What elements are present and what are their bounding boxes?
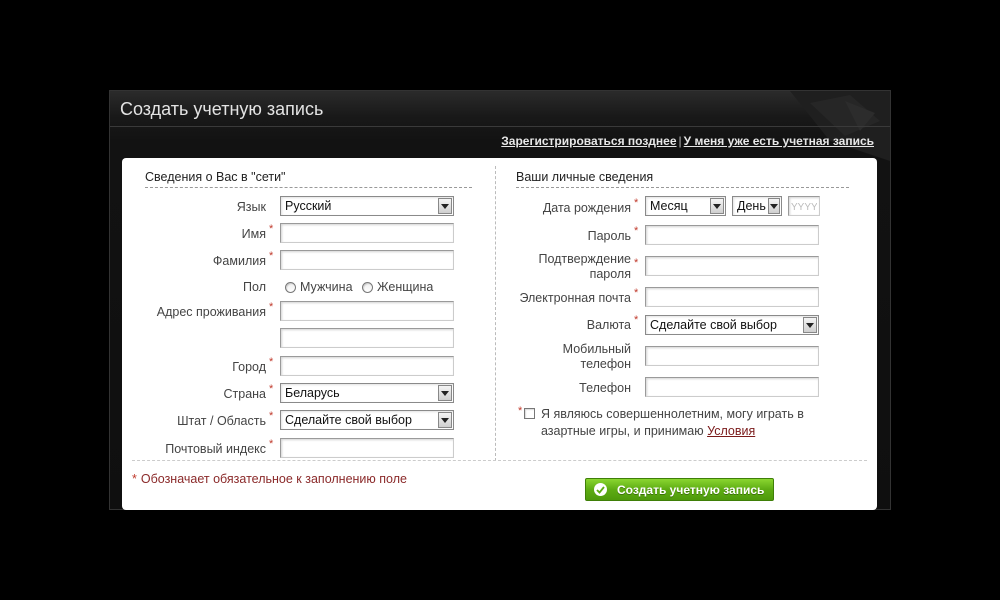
last-name-input[interactable] (280, 250, 454, 270)
city-label: Город (232, 360, 266, 374)
consent-text (541, 406, 804, 440)
required-note-text: Обозначает обязательное к заполнению поле (140, 472, 407, 486)
birthdate-required: * (634, 197, 639, 209)
gender-female-radio[interactable] (362, 282, 373, 293)
confirm-password-label-line1: Подтверждение (538, 252, 631, 266)
mobile-phone-input[interactable] (645, 346, 819, 366)
column-divider (495, 166, 496, 461)
zip-label: Почтовый индекс (165, 442, 266, 456)
terms-link[interactable]: Условия (707, 424, 756, 438)
language-select[interactable] (280, 196, 454, 216)
currency-select-value: Сделайте свой выбор (650, 318, 777, 332)
password-label: Пароль (587, 229, 631, 243)
address-input-line2[interactable] (280, 328, 454, 348)
first-name-label: Имя (241, 227, 266, 241)
mobile-label-line2: телефон (580, 357, 631, 371)
confirm-password-input[interactable] (645, 256, 819, 276)
first-name-input[interactable] (280, 223, 454, 243)
country-label: Страна (223, 387, 266, 401)
currency-required: * (634, 314, 639, 326)
phone-label: Телефон (579, 381, 631, 395)
birth-month-select[interactable] (645, 196, 726, 216)
language-label: Язык (236, 200, 266, 214)
state-select-value: Сделайте свой выбор (285, 413, 412, 427)
email-input[interactable] (645, 287, 819, 307)
birth-day-value: День (737, 199, 766, 213)
chevron-down-icon (438, 412, 452, 428)
first-name-required: * (269, 223, 274, 235)
gender-male-radio[interactable] (285, 282, 296, 293)
email-required: * (634, 287, 639, 299)
state-select[interactable] (280, 410, 454, 430)
required-note (132, 472, 407, 486)
birth-year-input[interactable] (788, 196, 820, 216)
right-title-divider (516, 187, 849, 188)
confirm-password-label (538, 252, 631, 282)
title-divider (110, 126, 890, 127)
zip-required: * (269, 438, 274, 450)
left-title-divider (145, 187, 472, 188)
gender-female-label: Женщина (377, 280, 434, 294)
language-select-value: Русский (285, 199, 332, 213)
address-input-line1[interactable] (280, 301, 454, 321)
chevron-down-icon (710, 198, 724, 214)
currency-select[interactable] (645, 315, 819, 335)
address-label: Адрес проживания (156, 305, 266, 319)
birthdate-label: Дата рождения (542, 201, 631, 215)
birth-day-select[interactable] (732, 196, 782, 216)
top-links (501, 134, 874, 148)
form-box (122, 158, 877, 510)
currency-label: Валюта (586, 318, 631, 332)
chevron-down-icon (438, 385, 452, 401)
password-input[interactable] (645, 225, 819, 245)
city-required: * (269, 356, 274, 368)
mobile-label-line1: Мобильный (562, 342, 631, 356)
chevron-down-icon (803, 317, 817, 333)
city-input[interactable] (280, 356, 454, 376)
chevron-down-icon (438, 198, 452, 214)
consent-required: * (518, 405, 523, 417)
confirm-password-required: * (634, 257, 639, 269)
page-title: Создать учетную запись (120, 99, 324, 119)
create-account-button[interactable] (585, 478, 774, 501)
email-label: Электронная почта (519, 291, 631, 305)
state-label: Штат / Область (177, 414, 266, 428)
consent-checkbox[interactable] (524, 408, 535, 419)
consent-text-line2: азартные игры, и принимаю (541, 424, 704, 438)
have-account-link[interactable]: У меня уже есть учетная запись (683, 134, 874, 148)
signup-panel (109, 90, 891, 510)
password-required: * (634, 225, 639, 237)
personal-online-title: Сведения о Вас в "сети" (145, 170, 286, 184)
address-required: * (269, 301, 274, 313)
footer-divider (132, 460, 867, 461)
birth-month-value: Месяц (650, 199, 688, 213)
gender-male-label: Мужчина (300, 280, 353, 294)
country-required: * (269, 383, 274, 395)
country-select-value: Беларусь (285, 386, 340, 400)
consent-text-line1: Я являюсь совершеннолетним, могу играть в (541, 407, 804, 421)
confirm-password-label-line2: пароля (589, 267, 631, 281)
checkmark-icon (594, 483, 607, 496)
required-note-star: * (132, 472, 137, 486)
gender-male-option[interactable] (285, 280, 353, 294)
links-separator: | (678, 134, 682, 148)
last-name-label: Фамилия (212, 254, 266, 268)
gender-label: Пол (243, 280, 266, 294)
mobile-label (563, 342, 631, 372)
personal-details-title: Ваши личные сведения (516, 170, 654, 184)
state-required: * (269, 410, 274, 422)
register-later-link[interactable]: Зарегистрироваться позднее (501, 134, 677, 148)
zip-input[interactable] (280, 438, 454, 458)
create-account-button-label: Создать учетную запись (617, 482, 765, 497)
gender-female-option[interactable] (362, 280, 433, 294)
chevron-down-icon (768, 198, 780, 214)
phone-input[interactable] (645, 377, 819, 397)
country-select[interactable] (280, 383, 454, 403)
last-name-required: * (269, 250, 274, 262)
